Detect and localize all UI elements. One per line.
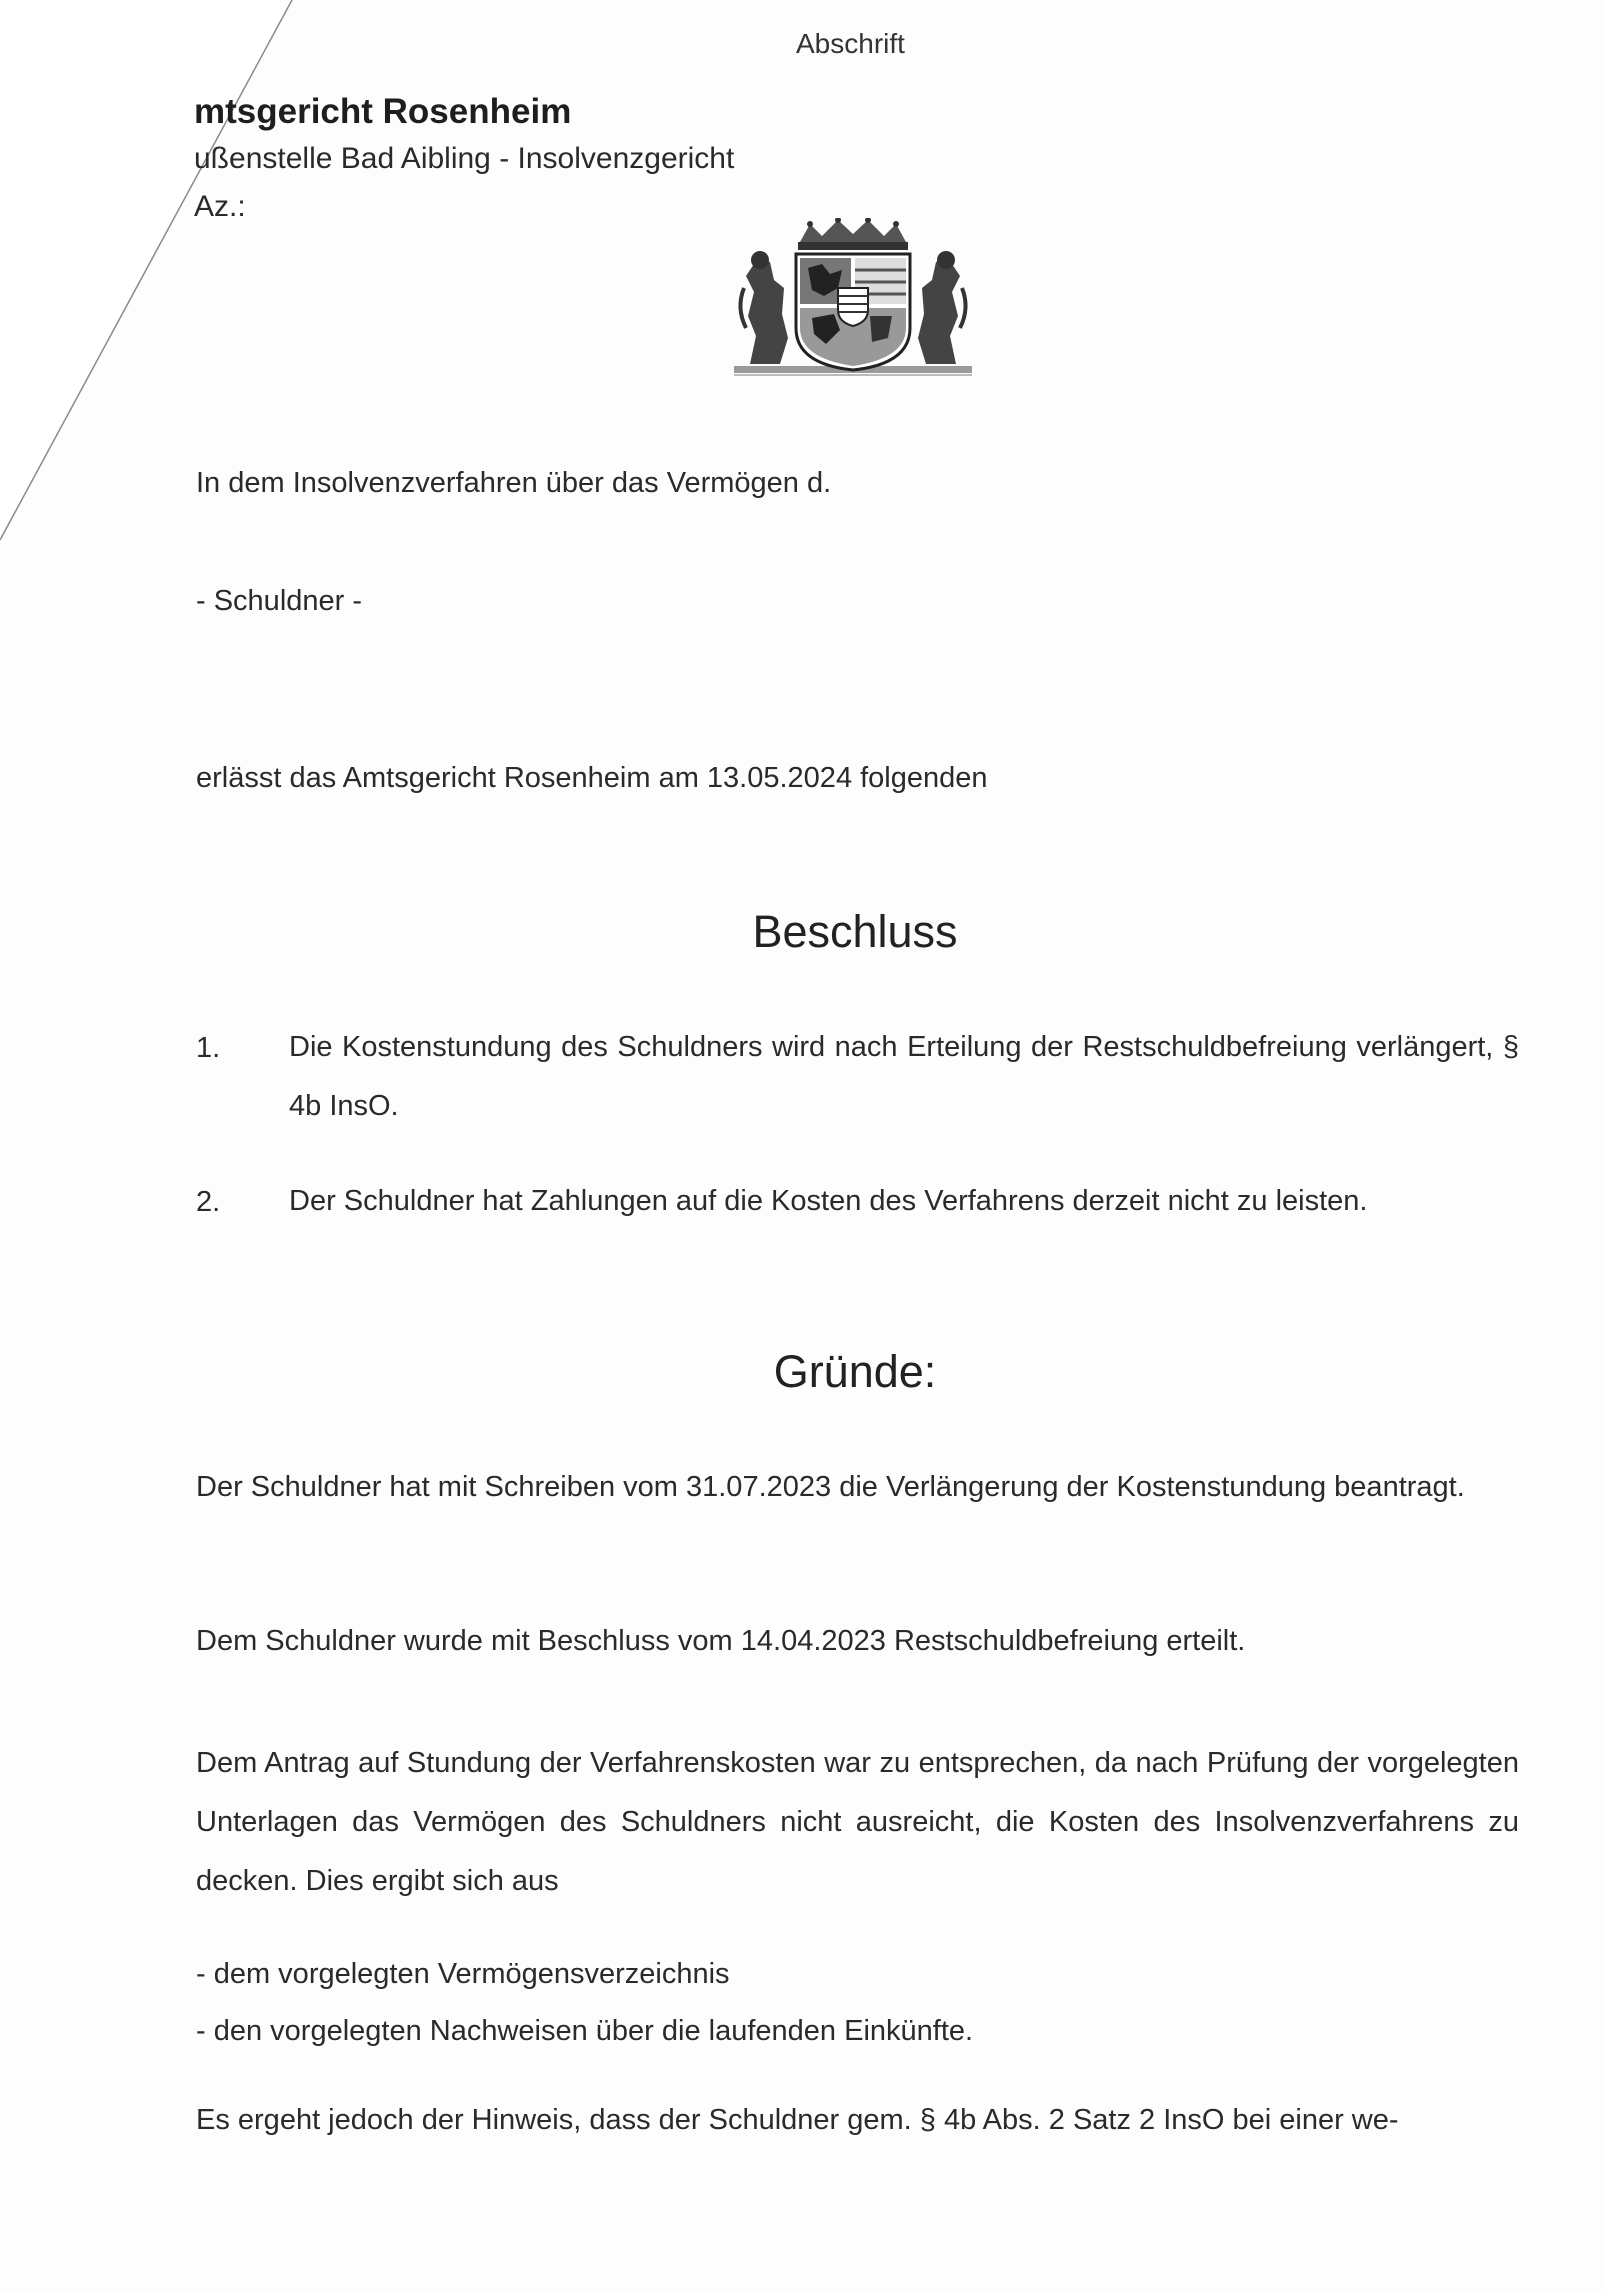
reasons-paragraph: Der Schuldner hat mit Schreiben vom 31.07.2023 die Verlängerung der Kostenstundung beantragt. xyxy=(196,1471,1465,1503)
decision-item-text: Der Schuldner hat Zahlungen auf die Kosten des Verfahrens derzeit nicht zu leisten. xyxy=(289,1185,1368,1217)
decision-heading: Beschluss xyxy=(752,906,958,957)
reasons-heading: Gründe: xyxy=(773,1346,937,1397)
reasons-paragraph: Dem Schuldner wurde mit Beschluss vom 14.04.2023 Restschuldbefreiung erteilt. xyxy=(196,1625,1246,1657)
copy-label: Abschrift xyxy=(796,28,905,59)
bavarian-coat-of-arms-icon xyxy=(730,218,976,378)
reasons-paragraph: Dem Antrag auf Stundung der Verfahrenskosten war zu entsprechen, da nach Prüfung der vorgelegten Unterlagen das Vermögen des Schuldners nicht ausreicht, die Kosten des Insolvenzverfahrens zu decken. Dies ergibt sich aus xyxy=(196,1747,1519,1897)
party-designation: - Schuldner - xyxy=(196,585,363,617)
file-number-label: Az.: xyxy=(194,190,246,223)
decision-item-text: Die Kostenstundung des Schuldners wird nach Erteilung der Restschuldbefreiung verlängert, § 4b InsO. xyxy=(289,1031,1519,1122)
court-branch: ußenstelle Bad Aibling - Insolvenzgericht xyxy=(194,142,735,175)
reasons-note: Es ergeht jedoch der Hinweis, dass der Schuldner gem. § 4b Abs. 2 Satz 2 InsO bei einer we- xyxy=(196,2104,1399,2136)
evidence-item: - dem vorgelegten Vermögensverzeichnis xyxy=(196,1958,730,1990)
court-name: mtsgericht Rosenheim xyxy=(194,92,572,131)
decision-item-number: 2. xyxy=(196,1186,221,1218)
evidence-item: - den vorgelegten Nachweisen über die laufenden Einkünfte. xyxy=(196,2015,974,2047)
decision-item-number: 1. xyxy=(196,1032,221,1064)
issuing-statement: erlässt das Amtsgericht Rosenheim am 13.05.2024 folgenden xyxy=(196,762,988,794)
proceedings-intro: In dem Insolvenzverfahren über das Vermögen d. xyxy=(196,467,832,499)
